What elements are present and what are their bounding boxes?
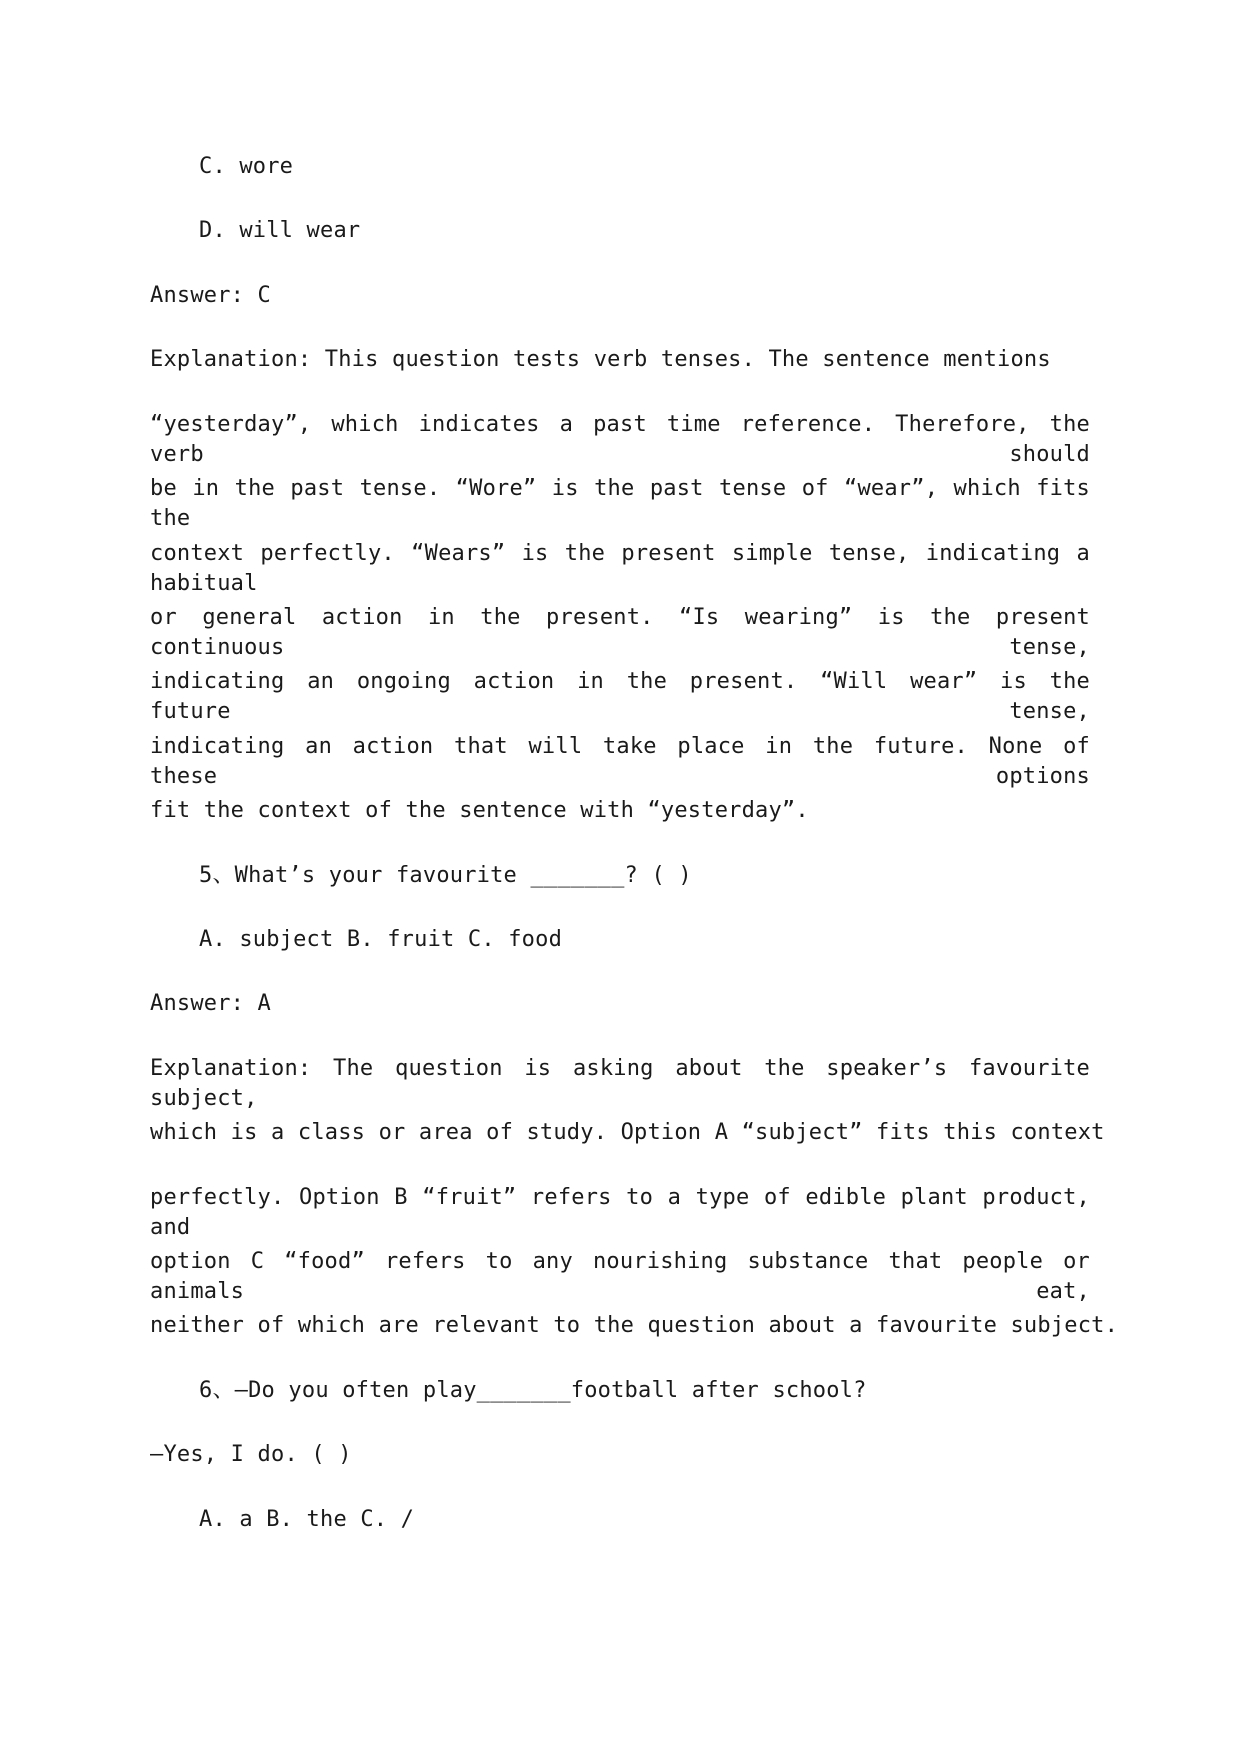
q5-explanation-line: which is a class or area of study. Option A “subject” fits this context [150, 1120, 1105, 1145]
q6-options: A. a B. the C. / [199, 1507, 415, 1532]
q6-reply: —Yes, I do. ( ) [150, 1442, 352, 1467]
q5-explanation-line: Explanation: The question is asking about the speaker’s favourite subject, [150, 1056, 1090, 1111]
q5-explanation-line: perfectly. Option B “fruit” refers to a type of edible plant product, and [150, 1185, 1090, 1240]
q5-explanation-line: neither of which are relevant to the question about a favourite subject. [150, 1313, 1119, 1338]
q4-explanation-line: fit the context of the sentence with “yesterday”. [150, 798, 809, 823]
q4-explanation-line: or general action in the present. “Is wearing” is the present continuous tense, [150, 605, 1090, 660]
q5-question: 5、What’s your favourite _______? ( ) [199, 863, 692, 888]
q4-explanation-line: indicating an action that will take place in the future. None of these options [150, 734, 1090, 789]
q4-explanation-line: context perfectly. “Wears” is the present simple tense, indicating a habitual [150, 541, 1090, 596]
q6-question: 6、—Do you often play_______football after school? [199, 1378, 867, 1403]
q5-explanation-line: option C “food” refers to any nourishing substance that people or animals eat, [150, 1249, 1090, 1304]
q4-answer: Answer: C [150, 283, 272, 308]
q5-answer: Answer: A [150, 991, 272, 1016]
q4-option-c: C. wore [199, 154, 294, 179]
q4-explanation-line: be in the past tense. “Wore” is the past tense of “wear”, which fits the [150, 476, 1090, 531]
q5-options: A. subject B. fruit C. food [199, 927, 563, 952]
q4-option-d: D. will wear [199, 218, 361, 243]
q4-explanation-line: “yesterday”, which indicates a past time reference. Therefore, the verb should [150, 412, 1090, 467]
q4-explanation-line: Explanation: This question tests verb tenses. The sentence mentions [150, 347, 1051, 372]
q4-explanation-line: indicating an ongoing action in the present. “Will wear” is the future tense, [150, 669, 1090, 724]
